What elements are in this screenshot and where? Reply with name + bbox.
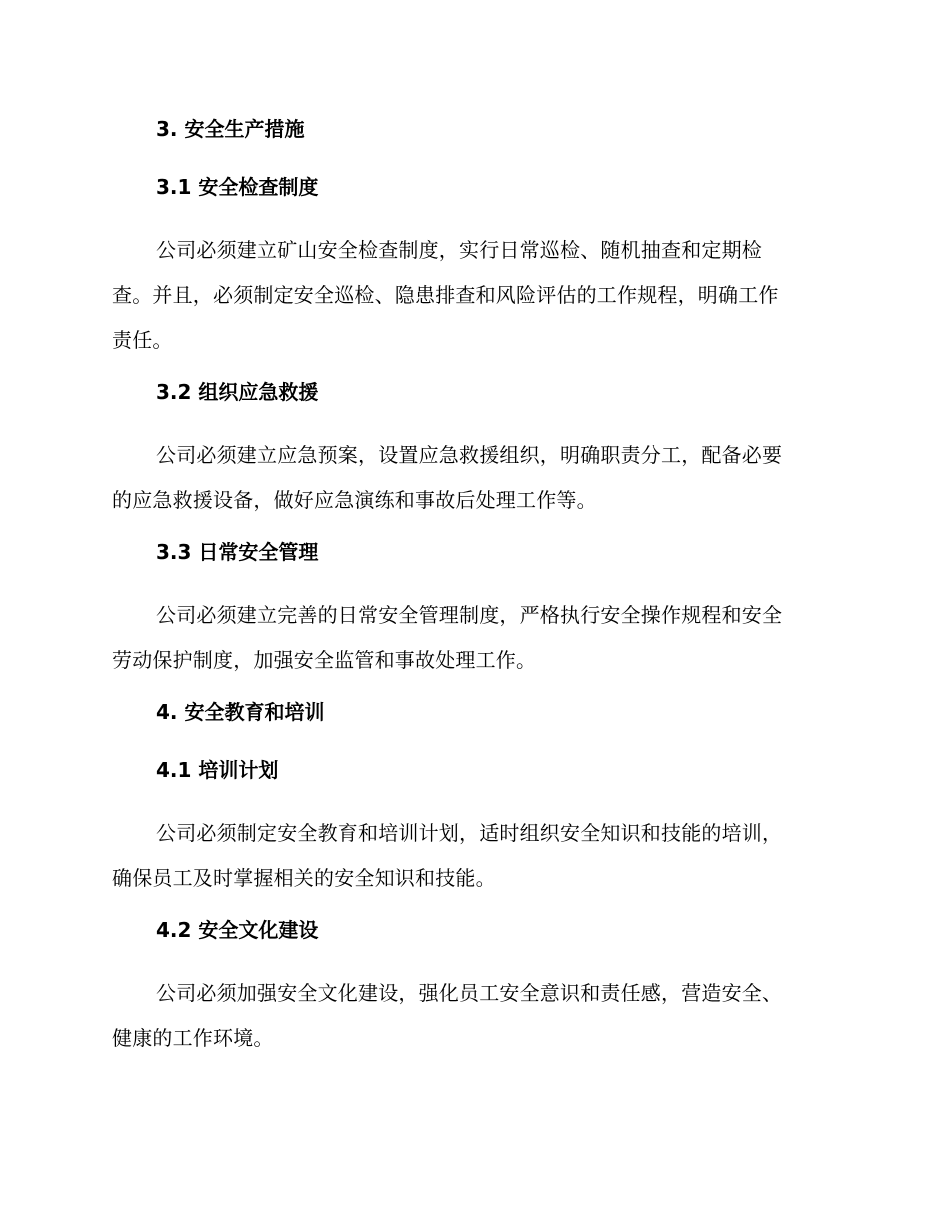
paragraph-line: 劳动保护制度，加强安全监管和事故处理工作。: [112, 648, 537, 672]
paragraph-line: 责任。: [112, 328, 173, 352]
section-heading-4: 4. 安全教育和培训: [156, 700, 325, 724]
paragraph-3-3: [112, 593, 834, 683]
paragraph-4-2: [112, 971, 834, 1061]
paragraph-line: 公司必须建立应急预案，设置应急救援组织，明确职责分工，配备必要: [156, 443, 783, 467]
paragraph-line: 查。并且，必须制定安全巡检、隐患排查和风险评估的工作规程，明确工作: [112, 283, 779, 307]
paragraph-line: 公司必须建立完善的日常安全管理制度，严格执行安全操作规程和安全: [156, 603, 783, 627]
paragraph-line: 公司必须制定安全教育和培训计划，适时组织安全知识和技能的培训，: [156, 821, 783, 845]
paragraph-line: 健康的工作环境。: [112, 1026, 274, 1050]
section-heading-4-2: 4.2 安全文化建设: [156, 918, 319, 942]
document-body: [112, 112, 834, 1073]
paragraph-3-2: [112, 433, 834, 523]
paragraph-line: 公司必须建立矿山安全检查制度，实行日常巡检、随机抽查和定期检: [156, 238, 762, 262]
paragraph-line: 的应急救援设备，做好应急演练和事故后处理工作等。: [112, 488, 597, 512]
section-heading-3-2: 3.2 组织应急救援: [156, 380, 319, 404]
section-heading-4-1: 4.1 培训计划: [156, 758, 279, 782]
paragraph-3-1: [112, 228, 834, 363]
paragraph-line: 确保员工及时掌握相关的安全知识和技能。: [112, 866, 496, 890]
section-heading-3-3: 3.3 日常安全管理: [156, 540, 319, 564]
section-heading-3-1: 3.1 安全检查制度: [156, 175, 319, 199]
paragraph-4-1: [112, 811, 834, 901]
paragraph-line: 公司必须加强安全文化建设，强化员工安全意识和责任感，营造安全、: [156, 981, 783, 1005]
section-heading-3: 3. 安全生产措施: [156, 117, 305, 141]
